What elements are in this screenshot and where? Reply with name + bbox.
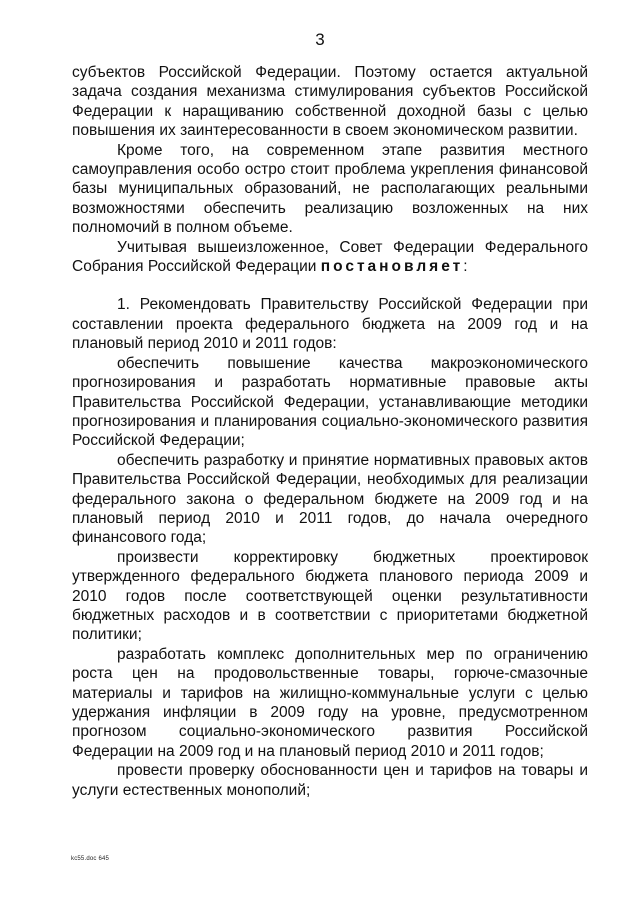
paragraph-regulatory-acts: обеспечить разработку и принятие нормативных правовых актов Правительства Российской Федерации, необходимых для реализации федерального закона о федеральном бюджете на 2009 год и на плановый период 2010 и 2011 годов, до начала очередного финансового года; [72, 451, 588, 547]
footer-document-code: kc55.doc 645 [71, 856, 110, 862]
paragraph-resolution-intro [72, 238, 588, 277]
paragraph-price-measures: разработать комплекс дополнительных мер по ограничению роста цен на продовольственные товары, горюче-смазочные материалы и тарифов на жилищно-коммунальные услуги с целью удержания инфляции в 2009 году на уровне, предусмотренном прогнозом социально-экономического развития Российской Федерации на 2009 год и на плановый период 2010 и 2011 годов; [72, 645, 588, 760]
paragraph-tariff-check: провести проверку обоснованности цен и тарифов на товары и услуги естественных монополий; [72, 762, 588, 799]
resolution-keyword: постановляет [320, 258, 464, 276]
resolution-intro-text: Учитывая вышеизложенное, Совет Федерации Федерального Собрания Российской Федерации [72, 238, 588, 276]
paragraph-forecasting: обеспечить повышение качества макроэкономического прогнозирования и разработать нормативные правовые акты Правительства Российской Федерации, устанавливающие методики прогнозирования и планирования социально-экономического развития Российской Федерации; [72, 354, 588, 450]
paragraph-continuation: субъектов Российской Федерации. Поэтому остается актуальной задача создания механизма стимулирования субъектов Российской Федерации к наращиванию собственной доходной базы с целью повышения их заинтересованности в своем экономическом развитии. [72, 64, 588, 140]
page-number: 3 [315, 30, 325, 49]
paragraph-item-1: 1. Рекомендовать Правительству Российской Федерации при составлении проекта федерального бюджета на 2009 год и на плановый период 2010 и 2011 годов: [72, 296, 588, 353]
document-body [72, 63, 588, 800]
paragraph-budget-adjustment: произвести корректировку бюджетных проектировок утвержденного федерального бюджета планового периода 2009 и 2010 годов после соответствующей оценки результативности бюджетных расходов и в соответствии с приоритетами бюджетной политики; [72, 548, 588, 644]
paragraph-local-government: Кроме того, на современном этапе развития местного самоуправления особо остро стоит проблема укрепления финансовой базы муниципальных образований, не располагающих реальными возможностями обеспечить реализацию возложенных на них полномочий в полном объеме. [72, 141, 588, 237]
paragraph-gap [72, 276, 588, 295]
resolution-colon: : [463, 258, 468, 276]
